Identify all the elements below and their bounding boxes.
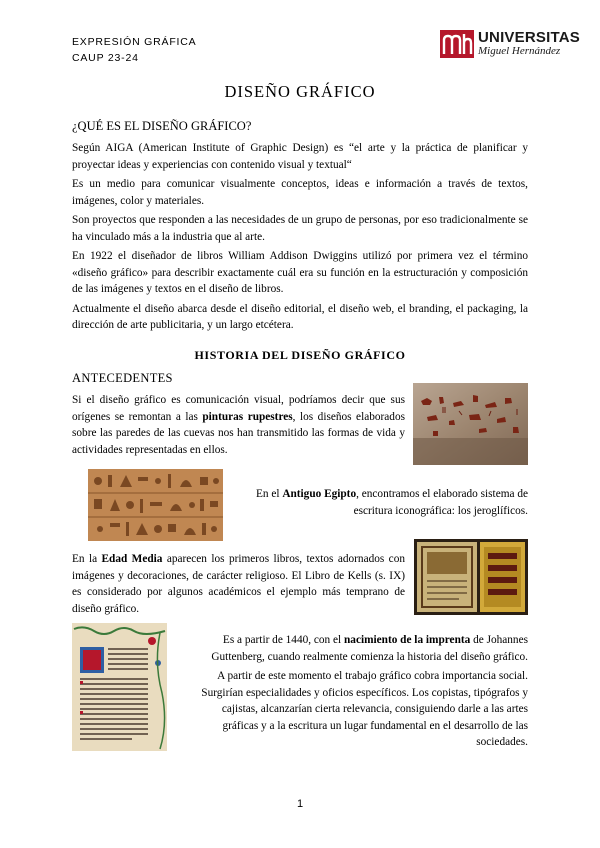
intro-paragraph: Son proyectos que responden a las necesidades de un grupo de personas, por eso tradicionalmente se ha vinculado más a la industria que al arte. [72, 214, 528, 243]
antecedents-heading: ANTECEDENTES [72, 371, 173, 385]
university-logo-mark [440, 30, 474, 58]
intro-paragraph: Según AIGA (American Institute of Graphic Design) es “el arte y la práctica de planificar y proyectar ideas y experiencias con contenido visual y textual“ [72, 142, 528, 171]
egypt-bold: Antiguo Egipto [282, 488, 357, 500]
header-course: EXPRESIÓN GRÁFICA [72, 36, 197, 48]
print-paragraph [190, 632, 528, 665]
cave-paragraph [72, 392, 405, 458]
page-number: 1 [296, 798, 304, 810]
university-logo-text: UNIVERSITAS [478, 29, 580, 46]
print-text: Es a partir de 1440, con el [222, 634, 345, 646]
middle-ages-text: En la [72, 553, 102, 565]
section-question: ¿QUÉ ES EL DISEÑO GRÁFICO? [72, 119, 252, 133]
cave-text: Si el diseño gráfico es comunicación visual, podríamos decir que sus orígenes se remontan a las [72, 394, 405, 423]
intro-paragraph: En 1922 el diseñador de libros William Addison Dwiggins utilizó por primera vez el término «diseño gráfico» para describir exactamente cuál era su función en la estructuración y composición de las imágenes y textos en el diseño de libros. [72, 250, 528, 295]
intro-paragraph: Es un medio para comunicar visualmente conceptos, ideas e información a través de textos, imágenes, color y materiales. [72, 178, 528, 207]
cave-text-end: , los diseños elaborados sobre las paredes de las cuevas nos han transmitido las formas de vida y actividades representadas en ellos. [72, 410, 405, 456]
hieroglyphs-image [88, 469, 223, 541]
intro-paragraph: Actualmente el diseño abarca desde el diseño editorial, el diseño web, el branding, el packaging, la dirección de arte publicitaria, y un largo etcétera. [72, 302, 528, 331]
gutenberg-page-image [72, 623, 167, 751]
intro-block [72, 140, 528, 334]
print-bold: nacimiento de la imprenta [344, 634, 471, 646]
print-text-end: de Johannes Guttenberg, cuando realmente comienza la historia del diseño gráfico. [211, 634, 528, 663]
book-of-kells-image [414, 539, 528, 615]
history-heading: HISTORIA DEL DISEÑO GRÁFICO [194, 348, 406, 362]
egypt-text: En el [255, 488, 283, 500]
print-follow-paragraph: A partir de este momento el trabajo gráfico cobra importancia social. Surgirían especialidades y oficios específicos. Los copistas, tipógrafos y cajistas, alcanzarían cierta relevancia, consiguiendo darle a las artes gráficas y a la escritura un lugar fundamental en el desarrollo de las sociedades. [201, 670, 528, 748]
university-logo-subtext: Miguel Hernández [478, 45, 561, 57]
middle-ages-text-end: aparecen los primeros libros, textos adornados con imágenes y decoraciones, de carácter religioso. El Libro de Kells (s. IX) es considerado por algunos académicos el ejemplo más temprano de diseño gráfico. [72, 553, 405, 615]
page-title: DISEÑO GRÁFICO [224, 82, 376, 101]
egypt-text-end: , encontramos el elaborado sistema de escritura iconográfica: los jeroglíficos. [353, 488, 528, 517]
header-term: CAUP 23-24 [72, 52, 139, 64]
cave-bold: pinturas rupestres [202, 410, 293, 423]
egypt-paragraph [232, 486, 528, 519]
middle-ages-bold: Edad Media [101, 553, 163, 565]
cave-painting-image [413, 383, 528, 465]
middle-ages-paragraph [72, 551, 405, 617]
